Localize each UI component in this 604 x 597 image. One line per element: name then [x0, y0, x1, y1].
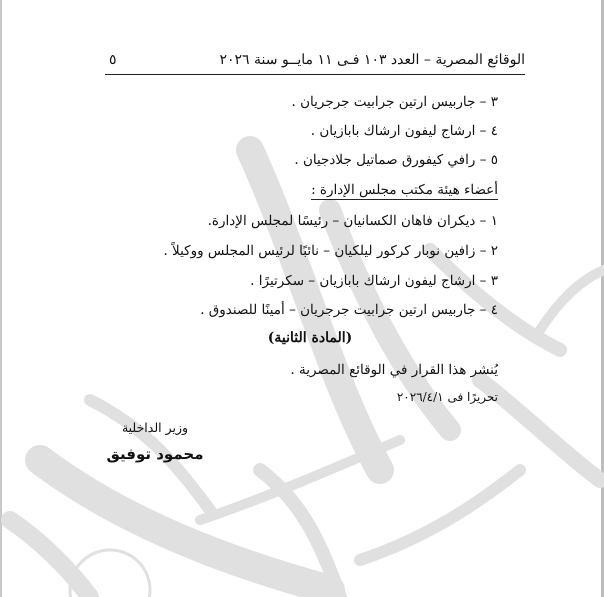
signer-role: وزير الداخلية: [121, 420, 189, 435]
office-member-item: ١ – ديكران فاهان الكسانيان – رئيسًا لمجلس الإدارة.: [207, 213, 498, 229]
office-member-item: ٣ – ارشاج ليفون ارشاك بابازيان – سكرتيرًا .: [250, 273, 498, 289]
office-member-item: ٢ – زافين نوبار كركور ليلكيان – نائبًا لرئيس المجلس ووكيلاً .: [163, 243, 498, 259]
publish-text: يُنشر هذا القرار في الوقائع المصرية .: [290, 362, 498, 378]
date-text: تحريرًا فى ٢٠٢٦/٤/١: [396, 390, 498, 404]
member-item: ٥ – رافي كيفورق صماتيل جلادجيان .: [294, 152, 498, 168]
member-item: ٣ – جاربيس ارتين جرابيت جرجريان .: [291, 94, 498, 110]
office-heading: أعضاء هيئة مكتب مجلس الإدارة :: [311, 182, 498, 198]
member-item: ٤ – ارشاج ليفون ارشاك بابازيان .: [310, 123, 498, 139]
signer-name: محمود توفيق: [106, 445, 204, 463]
signature-block: [100, 420, 210, 463]
office-member-item: ٤ – جاربيس ارتين جرابيت جرجريان – أمينًا للصندوق .: [200, 302, 498, 318]
window-left-border: [0, 0, 2, 597]
page-number: ٥: [109, 52, 117, 68]
gazette-title: الوقائع المصرية – العدد ١٠٣ فـى ١١ مايــو سنة ٢٠٢٦: [219, 52, 525, 68]
page-header: [105, 52, 525, 75]
article-title: (المادة الثانية): [267, 330, 353, 346]
